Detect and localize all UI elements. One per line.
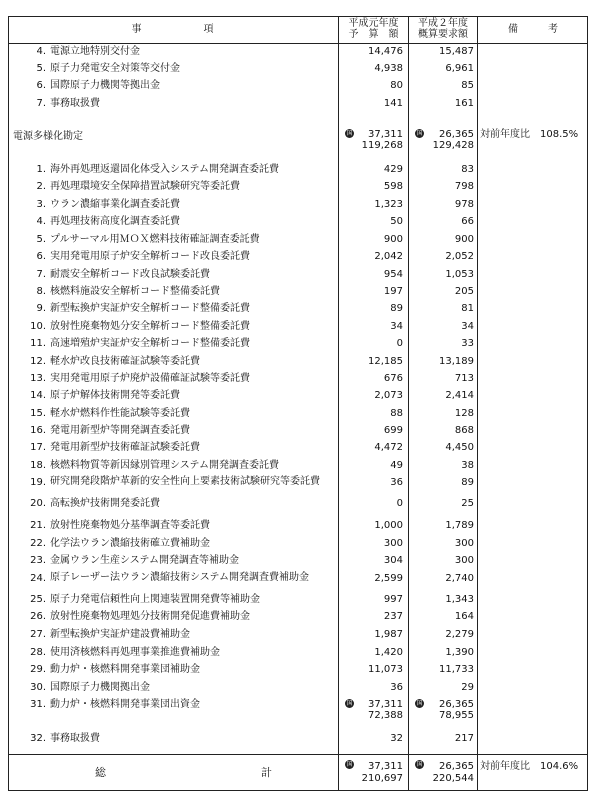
budget-value: 0 <box>396 338 403 349</box>
item-number: 7. <box>36 269 46 280</box>
item-number: 26. <box>30 611 46 622</box>
request-value: 2,279 <box>445 629 474 640</box>
request-value: 6,961 <box>445 63 474 75</box>
item-number: 4. <box>36 46 46 57</box>
request-value: 89 <box>461 477 474 488</box>
budget-value: 197 <box>383 286 403 297</box>
budget-value: 237 <box>383 611 403 622</box>
request-value: 1,053 <box>445 269 474 280</box>
budget-value: 300 <box>383 538 403 549</box>
item-number: 28. <box>30 647 46 658</box>
item-name: 原子炉解体技術開発等委託費 <box>50 390 180 401</box>
table-row <box>9 477 589 499</box>
item-name: 海外再処理返還固化体受入システム開発調査委託費 <box>50 164 279 175</box>
budget-value: 141 <box>383 97 403 109</box>
header-col1-line2: 予 算 額 <box>348 29 399 40</box>
budget-value: 900 <box>383 234 403 245</box>
request-value: 13,189 <box>439 356 474 367</box>
total-request-bottom: 220,544 <box>432 773 474 784</box>
account-request-top: 26,365 <box>439 129 474 140</box>
table-row <box>9 760 589 788</box>
item-name: 放射性廃棄物処理処分技術開発促進費補助金 <box>50 611 250 622</box>
request-value: 217 <box>454 733 474 744</box>
account-name: 電源多様化勘定 <box>13 131 83 142</box>
request-value: 85 <box>461 80 474 92</box>
item-number: 18. <box>30 460 46 471</box>
item-number: 11. <box>30 338 46 349</box>
item-number: 23. <box>30 555 46 566</box>
account-budget-bottom: 119,268 <box>361 140 403 151</box>
request-value: 2,740 <box>445 573 474 584</box>
request-value: 128 <box>454 408 474 419</box>
request-value: 15,487 <box>439 46 474 57</box>
request-value: 2,414 <box>445 390 474 401</box>
item-name: 軽水炉燃料作性能試験等委託費 <box>50 408 190 419</box>
budget-value: 429 <box>383 164 403 175</box>
item-number: 17. <box>30 442 46 453</box>
item-name: 国際原子力機関拠出金 <box>50 682 150 693</box>
budget-value: 72,388 <box>368 710 403 721</box>
item-name: 使用済核燃料再処理事業推進費補助金 <box>50 647 220 658</box>
request-value: 978 <box>454 199 474 210</box>
item-number: 19. <box>30 477 46 488</box>
budget-value: 89 <box>390 303 403 314</box>
item-name: 実用発電用原子炉廃炉設備確証試験等委託費 <box>50 373 250 384</box>
budget-value: 997 <box>383 594 403 605</box>
account-request-bottom: 129,428 <box>432 140 474 151</box>
request-value: 1,343 <box>445 594 474 605</box>
budget-value: 954 <box>383 269 403 280</box>
item-number: 6. <box>36 80 46 92</box>
total-note: 対前年度比 104.6% <box>480 761 579 772</box>
request-value: 900 <box>454 234 474 245</box>
request-value: 1,789 <box>445 520 474 531</box>
budget-value: 88 <box>390 408 403 419</box>
budget-value: 699 <box>383 425 403 436</box>
table-row <box>9 573 589 595</box>
request-value: 4,450 <box>445 442 474 453</box>
national-mark-icon: 国 <box>416 700 423 707</box>
budget-table <box>8 16 588 791</box>
request-value: 83 <box>461 164 474 175</box>
budget-value: 36 <box>390 477 403 488</box>
national-mark-icon: 国 <box>416 130 423 137</box>
item-number: 16. <box>30 425 46 436</box>
total-budget-top: 37,311 <box>368 761 403 772</box>
item-name: 発電用新型炉技術確証試験委託費 <box>50 442 200 453</box>
budget-value: 1,000 <box>374 520 403 531</box>
item-number: 27. <box>30 629 46 640</box>
item-name: 核燃料施設安全解析コード整備委託費 <box>50 286 220 297</box>
item-number: 31. <box>30 699 46 710</box>
request-value: 11,733 <box>439 664 474 675</box>
item-number: 32. <box>30 733 46 744</box>
item-number: 3. <box>36 199 46 210</box>
item-name: 高転換炉技術開発委託費 <box>50 498 160 509</box>
item-name: 電源立地特別交付金 <box>50 46 140 57</box>
budget-value: 14,476 <box>368 46 403 57</box>
item-name: 軽水炉改良技術確証試験等委託費 <box>50 356 200 367</box>
item-name: 動力炉・核燃料開発事業団補助金 <box>50 664 200 675</box>
budget-value: 80 <box>390 80 403 92</box>
request-value: 25 <box>461 498 474 509</box>
budget-value: 2,042 <box>374 251 403 262</box>
national-mark-icon: 国 <box>416 761 423 768</box>
item-name: 新型転換炉実証炉安全解析コード整備委託費 <box>50 303 250 314</box>
item-number: 6. <box>36 251 46 262</box>
request-value: 300 <box>454 538 474 549</box>
request-value-top: 26,365 <box>439 699 474 710</box>
table-row <box>9 699 589 727</box>
header-item: 事 項 <box>131 24 216 35</box>
item-name: 化学法ウラン濃縮技術確立費補助金 <box>50 538 210 549</box>
item-name: 放射性廃棄物処分安全解析コード整備委託費 <box>50 321 250 332</box>
total-budget-bottom: 210,697 <box>361 773 403 784</box>
request-value: 34 <box>461 321 474 332</box>
account-budget-top: 37,311 <box>368 129 403 140</box>
item-number: 9. <box>36 303 46 314</box>
budget-value: 0 <box>396 498 403 509</box>
request-value: 300 <box>454 555 474 566</box>
budget-value: 676 <box>383 373 403 384</box>
request-value: 161 <box>454 97 474 109</box>
item-number: 8. <box>36 286 46 297</box>
request-value: 798 <box>454 181 474 192</box>
request-value: 205 <box>454 286 474 297</box>
item-number: 2. <box>36 181 46 192</box>
budget-value: 12,185 <box>368 356 403 367</box>
item-name: 再処理環境安全保障措置試験研究等委託費 <box>50 181 240 192</box>
budget-value: 1,323 <box>374 199 403 210</box>
budget-value: 49 <box>390 460 403 471</box>
item-name: 研究開発段階炉革新的安全性向上要素技術試験研究等委託費 <box>50 476 320 487</box>
item-number: 21. <box>30 520 46 531</box>
budget-value: 50 <box>390 216 403 227</box>
total-request-top: 26,365 <box>439 761 474 772</box>
item-number: 4. <box>36 216 46 227</box>
item-number: 10. <box>30 321 46 332</box>
item-number: 29. <box>30 664 46 675</box>
item-number: 5. <box>36 63 46 75</box>
item-name: 放射性廃棄物処分基準調査等委託費 <box>50 520 210 531</box>
item-number: 22. <box>30 538 46 549</box>
item-number: 30. <box>30 682 46 693</box>
item-name: 再処理技術高度化調査委託費 <box>50 216 180 227</box>
header-col2-line1: 平成２年度 <box>418 18 468 29</box>
request-value: 81 <box>461 303 474 314</box>
item-name: 金属ウラン生産システム開発調査等補助金 <box>50 555 239 566</box>
budget-value: 34 <box>390 321 403 332</box>
item-name: プルサーマル用ＭＯＸ燃料技術確証調査委託費 <box>50 234 260 245</box>
budget-value: 1,987 <box>374 629 403 640</box>
budget-value: 2,073 <box>374 390 403 401</box>
item-name: 核燃料物質等新因縁別管理システム開発調査委託費 <box>50 460 279 471</box>
national-mark-icon: 国 <box>346 130 353 137</box>
total-label-right: 計 <box>261 766 274 779</box>
item-number: 1. <box>36 164 46 175</box>
item-number: 14. <box>30 390 46 401</box>
header-rule <box>9 43 587 44</box>
budget-value: 598 <box>383 181 403 192</box>
item-number: 25. <box>30 594 46 605</box>
national-mark-icon: 国 <box>346 700 353 707</box>
budget-value: 304 <box>383 555 403 566</box>
item-number: 15. <box>30 408 46 419</box>
request-value: 33 <box>461 338 474 349</box>
item-number: 20. <box>30 498 46 509</box>
item-number: 5. <box>36 234 46 245</box>
header-note: 備 考 <box>508 24 558 35</box>
budget-value: 11,073 <box>368 664 403 675</box>
item-name: 新型転換炉実証炉建設費補助金 <box>50 629 190 640</box>
item-number: 13. <box>30 373 46 384</box>
account-note: 対前年度比 108.5% <box>480 129 579 140</box>
national-mark-icon: 国 <box>346 761 353 768</box>
item-name: 原子力発電信頼性向上関連装置開発費等補助金 <box>50 594 260 605</box>
total-rule <box>9 754 587 755</box>
request-value: 713 <box>454 373 474 384</box>
request-value: 66 <box>461 216 474 227</box>
item-name: 事務取扱費 <box>50 733 100 744</box>
budget-value: 32 <box>390 733 403 744</box>
item-name: 発電用新型炉等開発調査委託費 <box>50 425 190 436</box>
request-value: 78,955 <box>439 710 474 721</box>
budget-value: 4,938 <box>374 63 403 75</box>
item-number: 12. <box>30 356 46 367</box>
item-name: 国際原子力機関等拠出金 <box>50 80 160 92</box>
budget-value: 4,472 <box>374 442 403 453</box>
table-row <box>9 129 589 155</box>
item-name: ウラン濃縮事業化調査委託費 <box>50 199 180 210</box>
item-number: 24. <box>30 573 46 584</box>
item-name: 耐震安全解析コード改良試験委託費 <box>50 269 210 280</box>
header-col2-line2: 概算要求額 <box>418 29 468 40</box>
item-name: 事務取扱費 <box>50 97 100 109</box>
request-value: 164 <box>454 611 474 622</box>
header-col1-line1: 平成元年度 <box>348 18 399 29</box>
item-name: 動力炉・核燃料開発事業団出資金 <box>50 699 200 710</box>
item-name: 実用発電用原子炉安全解析コード改良委託費 <box>50 251 250 262</box>
budget-value: 1,420 <box>374 647 403 658</box>
item-name: 原子レーザー法ウラン濃縮技術システム開発調査費補助金 <box>50 572 309 583</box>
request-value: 868 <box>454 425 474 436</box>
budget-value: 2,599 <box>374 573 403 584</box>
item-number: 7. <box>36 97 46 109</box>
budget-value-top: 37,311 <box>368 699 403 710</box>
request-value: 2,052 <box>445 251 474 262</box>
request-value: 38 <box>461 460 474 471</box>
request-value: 1,390 <box>445 647 474 658</box>
total-label-left: 総 <box>95 766 108 779</box>
budget-value: 36 <box>390 682 403 693</box>
request-value: 29 <box>461 682 474 693</box>
item-name: 高速増殖炉実証炉安全解析コード整備委託費 <box>50 338 250 349</box>
item-name: 原子力発電安全対策等交付金 <box>50 63 180 75</box>
